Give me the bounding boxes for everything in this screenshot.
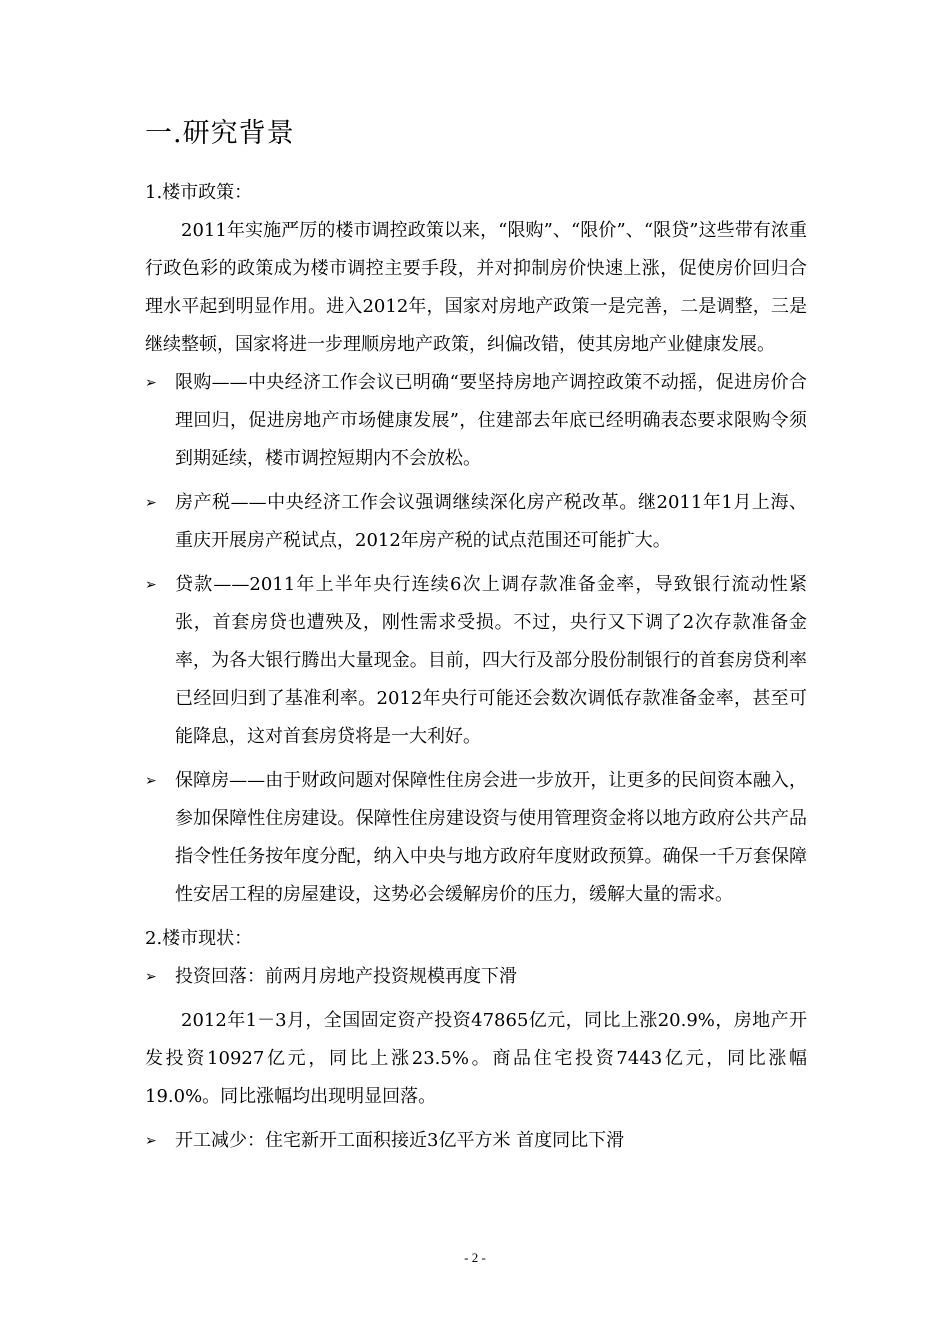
- bullet-arrow-icon: ➢: [145, 577, 157, 593]
- bullet-text: 限购——中央经济工作会议已明确“要坚持房地产调控政策不动摇，促进房价合理回归，促进房地产市场健康发展”，住建部去年底已经明确表态要求限购令须到期延续，楼市调控短期内不会放松。: [175, 372, 807, 469]
- bullet-arrow-icon: ➢: [145, 969, 157, 985]
- bullet-item-affordable-housing: [145, 762, 807, 914]
- bullet-text: 保障房——由于财政问题对保障性住房会进一步放开，让更多的民间资本融入，参加保障性住房建设。保障性住房建设资与使用管理资金将以地方政府公共产品指令性任务按年度分配，纳入中央与地方政府年度财政预算。确保一千万套保障性安居工程的房屋建设，这势必会缓解房价的压力，缓解大量的需求。: [175, 770, 807, 905]
- subsection-title-market-status: 2.楼市现状：: [145, 928, 253, 949]
- bullet-arrow-icon: ➢: [145, 1133, 157, 1149]
- investment-paragraph: 2012年1－3月，全国固定资产投资47865亿元，同比上涨20.9%，房地产开发投资10927亿元，同比上涨23.5%。商品住宅投资7443亿元，同比涨幅19.0%。同比涨幅均出现明显回落。: [145, 1010, 807, 1107]
- bullet-item-investment-decline: [145, 958, 807, 996]
- section-heading: 一.研究背景: [145, 118, 295, 149]
- bullet-item-construction-decline: [145, 1122, 807, 1160]
- bullet-text: 贷款——2011年上半年央行连续6次上调存款准备金率，导致银行流动性紧张，首套房贷也遭殃及，刚性需求受损。不过，央行又下调了2次存款准备金率，为各大银行腾出大量现金。目前，四大行及部分股份制银行的首套房贷利率已经回归到了基准利率。2012年央行可能还会数次调低存款准备金率，甚至可能降息，这对首套房贷将是一大利好。: [175, 574, 807, 747]
- bullet-arrow-icon: ➢: [145, 773, 157, 789]
- page-content: [145, 112, 807, 1166]
- bullet-item-purchase-limit: [145, 364, 807, 478]
- policy-intro-paragraph: 2011年实施严厉的楼市调控政策以来，“限购”、“限价”、“限贷”这些带有浓重行政色彩的政策成为楼市调控主要手段，并对抑制房价快速上涨，促使房价回归合理水平起到明显作用。进入2012年，国家对房地产政策一是完善，二是调整，三是继续整顿，国家将进一步理顺房地产政策，纠偏改错，使其房地产业健康发展。: [145, 220, 807, 355]
- bullet-item-loans: [145, 566, 807, 756]
- bullet-text: 投资回落：前两月房地产投资规模再度下滑: [175, 966, 517, 987]
- page-number: - 2 -: [464, 1250, 486, 1265]
- bullet-item-property-tax: [145, 484, 807, 560]
- subsection-title-policy: 1.楼市政策：: [145, 182, 253, 203]
- bullet-text: 房产税——中央经济工作会议强调继续深化房产税改革。继2011年1月上海、重庆开展房产税试点，2012年房产税的试点范围还可能扩大。: [175, 492, 807, 551]
- bullet-text: 开工减少：住宅新开工面积接近3亿平方米 首度同比下滑: [175, 1130, 625, 1151]
- bullet-arrow-icon: ➢: [145, 495, 157, 511]
- bullet-arrow-icon: ➢: [145, 375, 157, 391]
